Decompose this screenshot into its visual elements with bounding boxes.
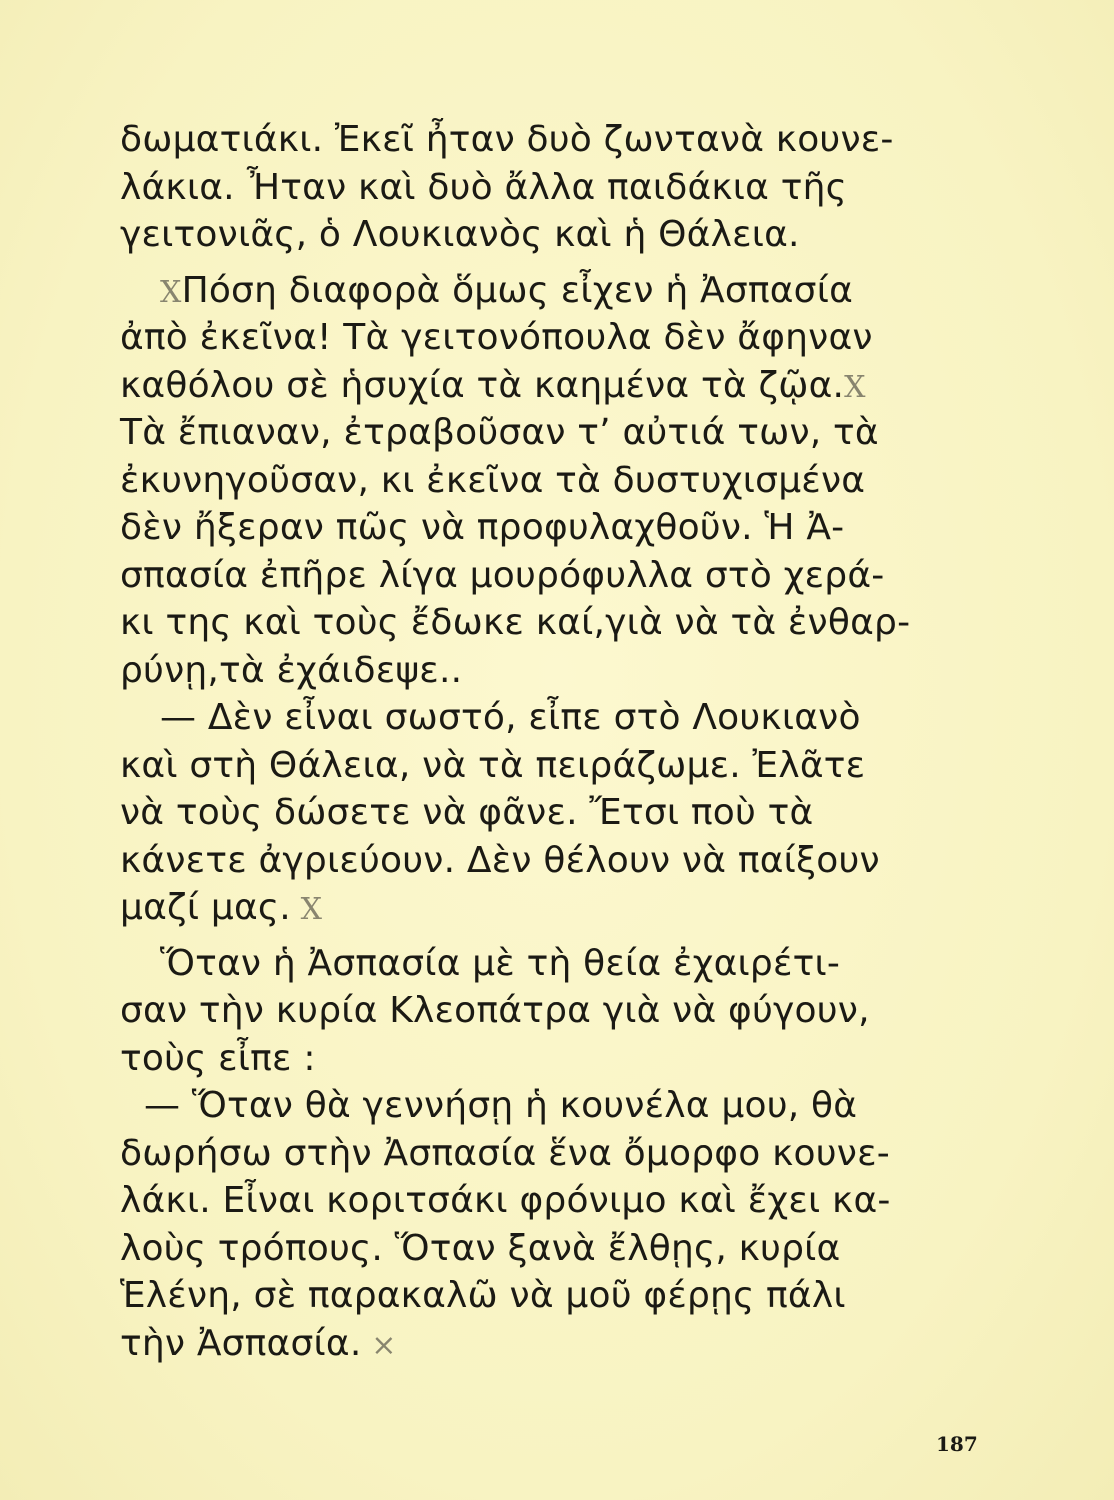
text-line [120, 987, 970, 1035]
text-line-content: καὶ στὴ Θάλεια, νὰ τὰ πειράζωμε. Ἐλᾶτε [120, 744, 866, 786]
pencil-mark: X [290, 892, 323, 927]
text-line [120, 1225, 970, 1273]
text-line-content: δωματιάκι. Ἐκεῖ ἦταν δυὸ ζωντανὰ κουνε- [120, 119, 894, 160]
text-line [120, 1272, 970, 1320]
text-line-content: τὴν Ἀσπασία. [120, 1322, 362, 1364]
text-line-content: κάνετε ἀγριεύουν. Δὲν θέλουν νὰ παίξουν [120, 839, 880, 881]
text-line [120, 504, 970, 552]
body-text [120, 116, 970, 1367]
text-line [120, 694, 970, 742]
text-line-content: καθόλου σὲ ἡσυχία τὰ καημένα τὰ ζῷα. [120, 364, 845, 406]
text-line-content: λοὺς τρόπους. Ὅταν ξανὰ ἔλθῃς, κυρία [120, 1227, 841, 1269]
text-line-content: νὰ τοὺς δώσετε νὰ φᾶνε. Ἔτσι ποὺ τὰ [120, 792, 814, 833]
text-line-content: Ὅταν ἡ Ἀσπασία μὲ τὴ θεία ἐχαιρέτι- [160, 942, 841, 984]
pencil-mark: X [160, 274, 182, 310]
text-line-content: μαζί μας. [120, 887, 291, 928]
pencil-mark: X [844, 369, 866, 405]
text-line-content: ἐκυνηγοῦσαν, κι ἐκεῖνα τὰ δυστυχισμένα [120, 459, 866, 501]
text-line [120, 1130, 970, 1178]
text-line-content: ἀπὸ ἐκεῖνα! Τὰ γειτονόπουλα δὲν ἄφηναν [120, 317, 873, 358]
text-line-content: Ἑλένη, σὲ παρακαλῶ νὰ μοῦ φέρῃς πάλι [120, 1275, 846, 1316]
text-line-content: λάκι. Εἶναι κοριτσάκι φρόνιμο καὶ ἔχει κα- [120, 1180, 891, 1221]
text-line [120, 1082, 970, 1130]
text-line-content: δωρήσω στὴν Ἀσπασία ἕνα ὄμορφο κουνε- [120, 1132, 890, 1174]
text-line-content: κι της καὶ τοὺς ἔδωκε καί,γιὰ νὰ τὰ ἐνθαρ- [120, 602, 911, 643]
text-line-content: τοὺς εἶπε : [120, 1037, 316, 1079]
text-line [120, 789, 970, 837]
page-number: 187 [936, 1432, 978, 1456]
text-line [120, 1177, 970, 1225]
text-line [120, 599, 970, 647]
text-line [120, 362, 970, 410]
text-line [120, 211, 970, 259]
text-line-content: — Δὲν εἶναι σωστό, εἶπε στὸ Λουκιανὸ [160, 697, 861, 738]
text-line [120, 116, 970, 164]
text-line-content: δὲν ἤξεραν πῶς νὰ προφυλαχθοῦν. Ἡ Ἀ- [120, 507, 845, 548]
text-line-content: γειτονιᾶς, ὁ Λουκιανὸς καὶ ἡ Θάλεια. [120, 214, 800, 255]
text-line-content: Τὰ ἔπιαναν, ἐτραβοῦσαν τ’ αὐτιά των, τὰ [120, 412, 879, 453]
text-line-content: λάκια. Ἦταν καὶ δυὸ ἄλλα παιδάκια τῆς [120, 166, 847, 208]
text-line [120, 742, 970, 790]
text-line-content: ρύνῃ,τὰ ἐχάιδεψε.. [120, 649, 463, 691]
text-line [120, 267, 970, 315]
text-line [120, 1320, 970, 1368]
text-line [120, 164, 970, 212]
text-line [120, 409, 970, 457]
text-line [120, 314, 970, 362]
text-line-content: σπασία ἐπῆρε λίγα μουρόφυλλα στὸ χερά- [120, 554, 885, 596]
text-line [120, 552, 970, 600]
text-line-content: σαν τὴν κυρία Κλεοπάτρα γιὰ νὰ φύγουν, [120, 990, 870, 1031]
text-line [120, 884, 970, 932]
text-line [120, 940, 970, 988]
text-line-content: Πόση διαφορὰ ὅμως εἶχεν ἡ Ἀσπασία [181, 269, 854, 311]
text-line [120, 647, 970, 695]
text-line [120, 837, 970, 885]
text-line [120, 457, 970, 505]
pencil-mark: × [361, 1327, 397, 1363]
text-line [120, 1035, 970, 1083]
text-line-content: — Ὅταν θὰ γεννήσῃ ἡ κουνέλα μου, θὰ [144, 1085, 858, 1126]
